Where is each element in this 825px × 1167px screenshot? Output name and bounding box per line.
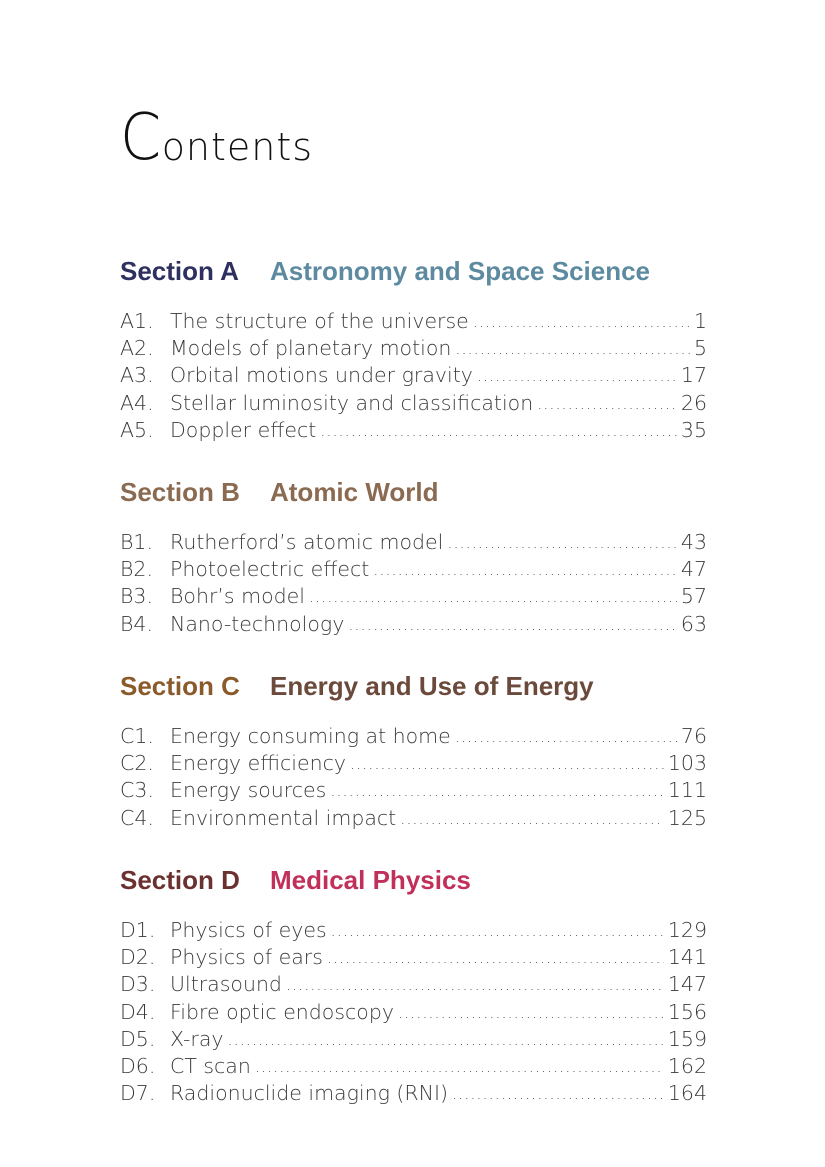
toc-entry-title: Physics of ears — [170, 945, 323, 970]
toc-entry-page-number: 1 — [693, 309, 707, 333]
toc-dot-leader — [309, 587, 677, 606]
section-c-heading — [120, 671, 594, 701]
toc-dot-leader — [455, 339, 690, 358]
toc-entry-title: The structure of the universe — [170, 309, 469, 333]
toc-entry-page-number: 141 — [667, 945, 707, 970]
toc-entry-title: Physics of eyes — [170, 918, 327, 942]
toc-dot-leader — [455, 727, 677, 746]
toc-entry-code: D2. — [120, 945, 156, 970]
toc-dot-leader — [473, 312, 690, 331]
page-title — [120, 98, 420, 175]
section-a-toc-list — [120, 309, 707, 445]
toc-entry-title: Stellar luminosity and classification — [170, 390, 534, 415]
toc-entry-page-number: 147 — [667, 972, 707, 997]
toc-entry-code: D5. — [120, 1026, 156, 1051]
toc-entry[interactable] — [120, 557, 707, 584]
toc-dot-leader — [373, 560, 677, 579]
toc-entry-page-number: 47 — [680, 557, 707, 582]
toc-entry-page-number: 57 — [680, 584, 707, 609]
toc-entry-title: Rutherford’s atomic model — [170, 530, 444, 554]
toc-entry[interactable] — [120, 972, 707, 999]
toc-dot-leader — [255, 1057, 664, 1076]
toc-entry-title: Energy sources — [170, 778, 327, 803]
toc-entry-title: Bohr’s model — [170, 584, 305, 609]
toc-entry-title: Ultrasound — [170, 972, 282, 997]
toc-dot-leader — [286, 975, 664, 994]
toc-entry-page-number: 162 — [667, 1053, 707, 1078]
toc-entry[interactable] — [120, 418, 707, 445]
toc-entry[interactable] — [120, 1081, 707, 1108]
section-a-heading — [120, 256, 650, 286]
section-a-title: Astronomy and Space Science — [270, 256, 651, 286]
toc-entry-code: D6. — [120, 1053, 156, 1078]
toc-entry-page-number: 26 — [680, 390, 707, 415]
toc-dot-leader — [452, 1084, 664, 1103]
section-c-label: Section C — [120, 671, 240, 701]
toc-entry-code: A1. — [120, 309, 154, 333]
toc-entry[interactable] — [120, 1000, 707, 1027]
section-d-label: Section D — [120, 865, 240, 895]
toc-entry-code: A4. — [120, 390, 154, 415]
toc-entry-code: C4. — [120, 805, 154, 830]
toc-dot-leader — [348, 615, 677, 634]
toc-dot-leader — [228, 1030, 664, 1049]
toc-entry-title: Fibre optic endoscopy — [170, 999, 394, 1024]
toc-entry-title: X-ray — [170, 1026, 224, 1051]
toc-entry[interactable] — [120, 1027, 707, 1054]
toc-entry[interactable] — [120, 1054, 707, 1081]
toc-entry-title: Energy consuming at home — [170, 724, 451, 748]
toc-entry-title: Photoelectric effect — [170, 557, 370, 582]
toc-entry[interactable] — [120, 724, 707, 751]
toc-entry-code: B4. — [120, 611, 153, 636]
toc-dot-leader — [537, 394, 677, 413]
toc-entry[interactable] — [120, 336, 707, 363]
toc-entry-code: D3. — [120, 972, 156, 997]
toc-entry-code: B3. — [120, 584, 153, 609]
toc-entry-page-number: 125 — [667, 805, 707, 830]
section-d-heading — [120, 865, 471, 895]
toc-entry-title: Models of planetary motion — [170, 336, 452, 361]
section-b-heading — [120, 477, 439, 507]
toc-entry-code: D1. — [120, 918, 156, 942]
section-b-title: Atomic World — [270, 477, 439, 507]
toc-entry[interactable] — [120, 391, 707, 418]
toc-entry-code: B2. — [120, 557, 153, 582]
section-d-title: Medical Physics — [270, 865, 471, 895]
section-c-title: Energy and Use of Energy — [270, 671, 594, 701]
page-title-rest: ontents — [161, 125, 314, 169]
toc-entry-code: B1. — [120, 530, 153, 554]
toc-dot-leader — [331, 921, 664, 940]
section-c-toc-list — [120, 724, 707, 833]
toc-entry-title: Radionuclide imaging (RNI) — [170, 1081, 449, 1106]
toc-entry[interactable] — [120, 945, 707, 972]
toc-entry-title: Nano-technology — [170, 611, 345, 636]
toc-entry[interactable] — [120, 309, 707, 336]
toc-dot-leader — [327, 948, 664, 967]
toc-entry[interactable] — [120, 363, 707, 390]
toc-entry-page-number: 129 — [667, 918, 707, 942]
toc-dot-leader — [400, 809, 664, 828]
toc-dot-leader — [330, 781, 664, 800]
toc-entry-title: Energy efficiency — [170, 751, 346, 776]
toc-entry[interactable] — [120, 918, 707, 945]
toc-entry-code: A2. — [120, 336, 154, 361]
toc-entry-page-number: 76 — [680, 724, 707, 748]
toc-entry[interactable] — [120, 806, 707, 833]
toc-entry-page-number: 164 — [667, 1081, 707, 1106]
toc-entry-page-number: 63 — [680, 611, 707, 636]
section-d-toc-list — [120, 918, 707, 1108]
toc-entry[interactable] — [120, 612, 707, 639]
section-b-toc-list — [120, 530, 707, 639]
toc-dot-leader — [477, 366, 677, 385]
toc-entry-code: C3. — [120, 778, 154, 803]
toc-entry-page-number: 156 — [667, 999, 707, 1024]
toc-dot-leader — [350, 754, 664, 773]
toc-dot-leader — [320, 421, 677, 440]
toc-entry-title: Doppler effect — [170, 417, 317, 442]
toc-entry[interactable] — [120, 778, 707, 805]
toc-entry-page-number: 111 — [667, 778, 707, 803]
toc-entry-code: C2. — [120, 751, 154, 776]
toc-entry[interactable] — [120, 751, 707, 778]
toc-entry-title: CT scan — [170, 1053, 251, 1078]
page-title-initial: C — [120, 101, 162, 175]
toc-entry-code: D4. — [120, 999, 156, 1024]
toc-entry[interactable] — [120, 584, 707, 611]
toc-entry-page-number: 5 — [693, 336, 707, 361]
toc-entry-code: D7. — [120, 1081, 156, 1106]
toc-entry-title: Environmental impact — [170, 805, 397, 830]
toc-entry-page-number: 35 — [680, 417, 707, 442]
section-b-label: Section B — [120, 477, 240, 507]
toc-entry-page-number: 159 — [667, 1026, 707, 1051]
section-a-label: Section A — [120, 256, 239, 286]
toc-entry-code: C1. — [120, 724, 154, 748]
toc-entry-code: A3. — [120, 363, 154, 388]
toc-entry-page-number: 17 — [680, 363, 707, 388]
toc-entry-page-number: 43 — [680, 530, 707, 554]
toc-dot-leader — [447, 533, 677, 552]
toc-entry[interactable] — [120, 530, 707, 557]
toc-entry-title: Orbital motions under gravity — [170, 363, 473, 388]
toc-dot-leader — [398, 1003, 664, 1022]
toc-entry-code: A5. — [120, 417, 154, 442]
toc-entry-page-number: 103 — [667, 751, 707, 776]
